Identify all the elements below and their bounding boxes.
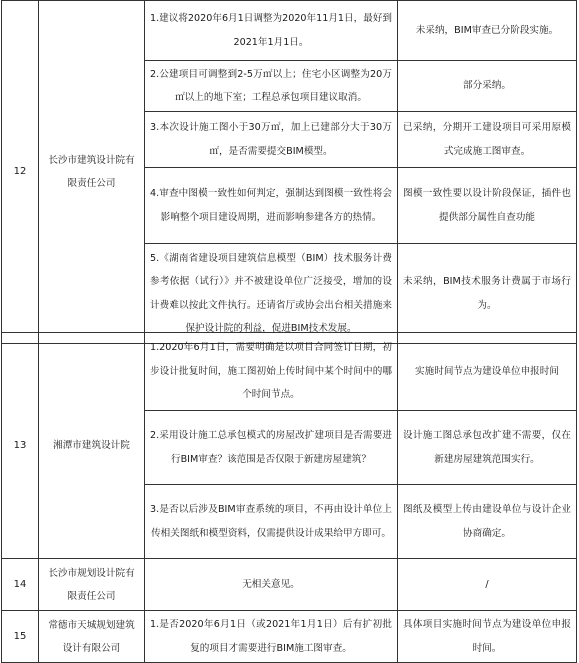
row-number: 14 (2, 559, 39, 611)
table-row (2, 333, 577, 411)
response-text: 图模一致性要以设计阶段保证，插件也提供部分属性自查功能 (398, 168, 577, 244)
opinion-text: 3.本次设计施工图小于30万㎡，加上已建部分大于30万㎡，是否需要提交BIM模型。 (145, 112, 398, 168)
organization-name: 常德市天城规划建筑设计有限公司 (39, 611, 145, 663)
response-text: 具体项目实施时间节点为建设单位申报时间。 (398, 611, 577, 663)
response-text: / (398, 559, 577, 611)
opinion-table-2 (1, 332, 577, 663)
opinion-text: 5.《湖南省建设项目建筑信息模型（BIM）技术服务计费参考依据（试行）》并不被建设单位广泛接受，增加的设计费难以按此文件执行。还请省厅或协会出台相关措施来保护设计院的利益，促进BIM技术发展。 (145, 244, 398, 344)
response-text: 实施时间节点为建设单位申报时间 (398, 333, 577, 411)
table-row (2, 559, 577, 611)
row-number: 13 (2, 333, 39, 559)
table-row (2, 1, 577, 61)
row-number: 12 (2, 1, 39, 344)
opinion-text: 3.是否以后涉及BIM审查系统的项目，不再由设计单位上传相关图纸和模型资料，仅需提供设计成果给甲方即可。 (145, 485, 398, 559)
response-text: 未采纳，BIM审查已分阶段实施。 (398, 1, 577, 61)
opinion-text: 无相关意见。 (145, 559, 398, 611)
organization-name: 湘潭市建筑设计院 (39, 333, 145, 559)
response-text: 已采纳，分期开工建设项目可采用原模式完成施工图审查。 (398, 112, 577, 168)
organization-name: 长沙市规划设计院有限责任公司 (39, 559, 145, 611)
opinion-text: 1.建议将2020年6月1日调整为2020年11月1日，最好到2021年1月1日。 (145, 1, 398, 61)
organization-name: 长沙市建筑设计院有限责任公司 (39, 1, 145, 344)
opinion-text: 4.审查中图模一致性如何判定，强制达到图模一致性将会影响整个项目建设周期，进而影响参建各方的热情。 (145, 168, 398, 244)
response-text: 图纸及模型上传由建设单位与设计企业协商确定。 (398, 485, 577, 559)
table-row (2, 611, 577, 663)
opinion-text: 1.2020年6月1日，需要明确是以项目合同签订日期，初步设计批复时间，施工图初始上传时间中某个时间中的哪个时间节点。 (145, 333, 398, 411)
opinion-table-1 (1, 0, 577, 344)
response-text: 未采纳，BIM技术服务计费属于市场行为。 (398, 244, 577, 344)
row-number: 15 (2, 611, 39, 663)
response-text: 部分采纳。 (398, 61, 577, 112)
opinion-text: 2.采用设计施工总承包模式的房屋改扩建项目是否需要进行BIM审查？该范围是否仅限于新建房屋建筑？ (145, 411, 398, 485)
response-text: 设计施工图总承包改扩建不需要，仅在新建房屋建筑范围实行。 (398, 411, 577, 485)
opinion-text: 1.是否2020年6月1日（或2021年1月1日）后有扩初批复的项目才需要进行BIM施工图审查。 (145, 611, 398, 663)
opinion-text: 2.公建项目可调整到2-5万㎡以上；住宅小区调整为20万㎡以上的地下室；工程总承包项目建议取消。 (145, 61, 398, 112)
